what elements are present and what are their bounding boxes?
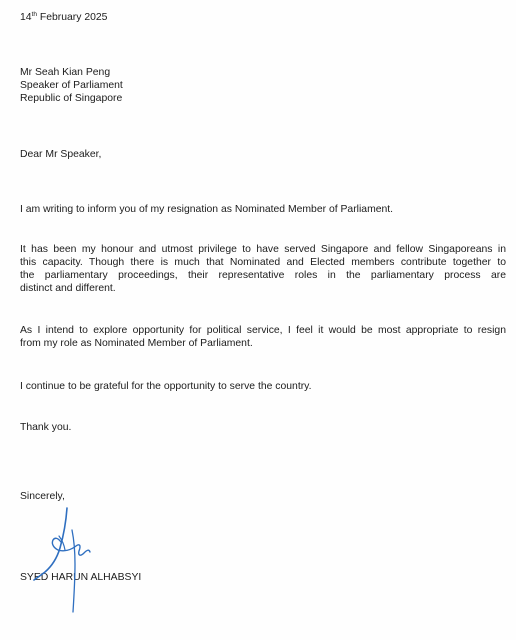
closing: Sincerely, — [20, 491, 65, 502]
date-month-year: February 2025 — [36, 12, 108, 23]
signatory-name: SYED HARUN ALHABSYI — [20, 572, 142, 583]
paragraph-line: It has been my honour and utmost privilege to have served Singapore and fellow Singaporeans in — [20, 244, 506, 255]
signature-stroke — [72, 530, 75, 612]
date-day: 14 — [20, 12, 32, 23]
letter-date — [20, 11, 107, 24]
paragraph-line: this capacity. Though there is much that Nominated and Elected members contribute together to — [20, 257, 506, 268]
paragraph-line: As I intend to explore opportunity for political service, I feel it would be most appropriate to resign — [20, 325, 506, 336]
recipient-address — [20, 66, 123, 105]
recipient-title: Speaker of Parliament — [20, 80, 123, 91]
paragraph-privilege — [20, 243, 506, 295]
date-suffix: th — [31, 11, 37, 18]
paragraph-thanks — [20, 421, 506, 434]
paragraph-line: I continue to be grateful for the opportunity to serve the country. — [20, 381, 312, 392]
recipient-country: Republic of Singapore — [20, 93, 123, 104]
paragraph-gratitude — [20, 380, 506, 393]
handwritten-signature — [28, 500, 108, 620]
paragraph-line: Thank you. — [20, 422, 72, 433]
paragraph-intention — [20, 324, 506, 350]
paragraph-line: distinct and different. — [20, 283, 116, 294]
paragraph-resignation — [20, 203, 506, 216]
paragraph-line: the parliamentary proceedings, their representative roles in the parliamentary process are — [20, 270, 506, 281]
recipient-name: Mr Seah Kian Peng — [20, 67, 111, 78]
paragraph-line: from my role as Nominated Member of Parliament. — [20, 338, 253, 349]
salutation: Dear Mr Speaker, — [20, 149, 102, 160]
paragraph-line: I am writing to inform you of my resignation as Nominated Member of Parliament. — [20, 204, 394, 215]
signature-stroke — [34, 508, 67, 580]
